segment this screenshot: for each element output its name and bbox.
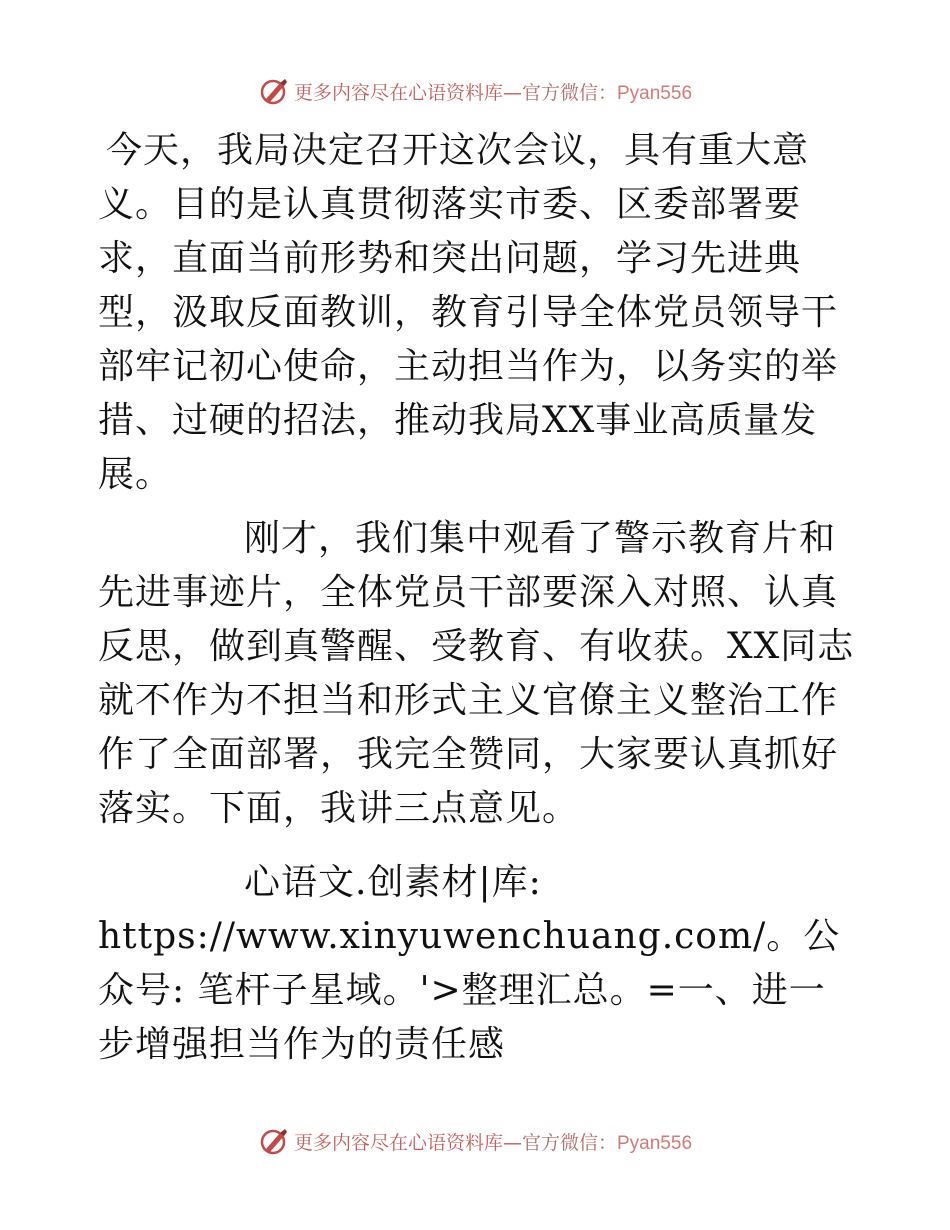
header-text	[294, 78, 692, 105]
header-banner	[0, 71, 950, 111]
paragraph-review: 刚才，我们集中观看了警示教育片和先进事迹片，全体党员干部要深入对照、认真反思，做到真警醒、受教育、有收获。XX同志就不作为不担当和形式主义官僚主义整治工作作了全面部署，我完全赞同，大家要认真抓好落实。下面，我讲三点意见。	[98, 518, 855, 829]
document-body	[98, 124, 858, 1072]
footer-wechat-id: Pyan556	[617, 1132, 693, 1154]
paragraph-opening: 今天，我局决定召开这次会议，具有重大意义。目的是认真贯彻落实市委、区委部署要求，直面当前形势和突出问题，学习先进典型，汲取反面教训，教育引导全体党员领导干部牢记初心使命，主动担当作为，以务实的举措、过硬的招法，推动我局XX事业高质量发展。	[98, 130, 839, 495]
pen-logo-icon	[258, 1125, 290, 1157]
header-promo-text: 更多内容尽在心语资料库—	[293, 81, 522, 104]
footer-banner	[0, 1121, 950, 1161]
paragraph-source-note: 心语文.创素材|库: https://www.xinyuwenchuang.com/。公众号: 笔杆子星域。'>整理汇总。=一、进一步增强担当作为的责任感	[98, 862, 841, 1065]
pen-logo-icon	[258, 75, 290, 107]
header-wechat-label: 官方微信：	[521, 81, 617, 104]
footer-wechat-label: 官方微信：	[521, 1131, 617, 1154]
header-wechat-id: Pyan556	[617, 82, 693, 104]
footer-text	[294, 1128, 692, 1155]
footer-promo-text: 更多内容尽在心语资料库—	[293, 1131, 522, 1154]
